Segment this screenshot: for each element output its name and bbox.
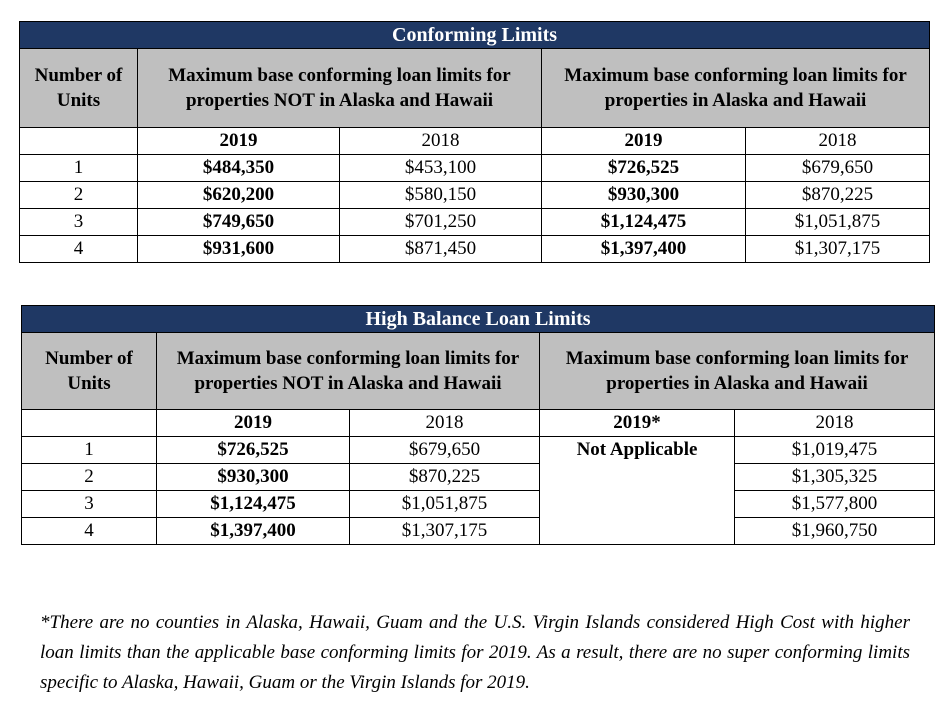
table-row: [20, 209, 930, 236]
year-header: 2018: [350, 410, 540, 437]
table-row: [22, 491, 935, 518]
not-alaska-hawaii-header: Maximum base conforming loan limits for properties NOT in Alaska and Hawaii: [157, 333, 540, 410]
conforming-limits-table: [19, 21, 930, 263]
limit-cell: $701,250: [340, 209, 542, 236]
table-row: [20, 155, 930, 182]
table-row: [22, 518, 935, 545]
year-header: 2019: [138, 128, 340, 155]
year-header: 2019: [542, 128, 746, 155]
limit-cell: $726,525: [157, 437, 350, 464]
limit-cell: $1,307,175: [746, 236, 930, 263]
table-title: High Balance Loan Limits: [22, 306, 935, 333]
limit-cell: $1,307,175: [350, 518, 540, 545]
empty-cell: [20, 128, 138, 155]
year-header: 2018: [746, 128, 930, 155]
limit-cell: $1,305,325: [735, 464, 935, 491]
units-header: Number of Units: [20, 49, 138, 128]
limit-cell: $679,650: [746, 155, 930, 182]
limit-cell: $930,300: [157, 464, 350, 491]
year-header: 2018: [735, 410, 935, 437]
limit-cell: $1,051,875: [350, 491, 540, 518]
alaska-hawaii-header: Maximum base conforming loan limits for properties in Alaska and Hawaii: [540, 333, 935, 410]
units-cell: 3: [20, 209, 138, 236]
units-cell: 1: [22, 437, 157, 464]
units-header: Number of Units: [22, 333, 157, 410]
table-title: Conforming Limits: [20, 22, 930, 49]
limit-cell: $453,100: [340, 155, 542, 182]
table-row: [20, 182, 930, 209]
year-header: 2018: [340, 128, 542, 155]
limit-cell: $1,397,400: [157, 518, 350, 545]
limit-cell: $931,600: [138, 236, 340, 263]
year-header: 2019: [157, 410, 350, 437]
units-cell: 4: [20, 236, 138, 263]
limit-cell: $726,525: [542, 155, 746, 182]
high-balance-limits-table: [21, 305, 935, 545]
table-row: [20, 236, 930, 263]
alaska-hawaii-header: Maximum base conforming loan limits for properties in Alaska and Hawaii: [542, 49, 930, 128]
units-cell: 2: [20, 182, 138, 209]
limit-cell: $1,051,875: [746, 209, 930, 236]
year-header: 2019*: [540, 410, 735, 437]
empty-cell: [22, 410, 157, 437]
table-row: [22, 464, 935, 491]
limit-cell: $870,225: [350, 464, 540, 491]
limit-cell: $484,350: [138, 155, 340, 182]
limit-cell: $749,650: [138, 209, 340, 236]
not-alaska-hawaii-header: Maximum base conforming loan limits for properties NOT in Alaska and Hawaii: [138, 49, 542, 128]
limit-cell: $1,960,750: [735, 518, 935, 545]
limit-cell: $679,650: [350, 437, 540, 464]
limit-cell: $1,577,800: [735, 491, 935, 518]
units-cell: 4: [22, 518, 157, 545]
limit-cell: $871,450: [340, 236, 542, 263]
not-applicable-cell: Not Applicable: [540, 437, 735, 545]
limit-cell: $1,124,475: [157, 491, 350, 518]
units-cell: 3: [22, 491, 157, 518]
limit-cell: $870,225: [746, 182, 930, 209]
units-cell: 2: [22, 464, 157, 491]
footnote: *There are no counties in Alaska, Hawaii, Guam and the U.S. Virgin Islands considered High Cost with higher loan limits than the applicable base conforming limits for 2019. As a result, there are no super conforming limits specific to Alaska, Hawaii, Guam or the Virgin Islands for 2019.: [40, 612, 910, 693]
table-row: [22, 437, 935, 464]
limit-cell: $1,124,475: [542, 209, 746, 236]
limit-cell: $1,397,400: [542, 236, 746, 263]
limit-cell: $620,200: [138, 182, 340, 209]
limit-cell: $930,300: [542, 182, 746, 209]
limit-cell: $580,150: [340, 182, 542, 209]
units-cell: 1: [20, 155, 138, 182]
limit-cell: $1,019,475: [735, 437, 935, 464]
